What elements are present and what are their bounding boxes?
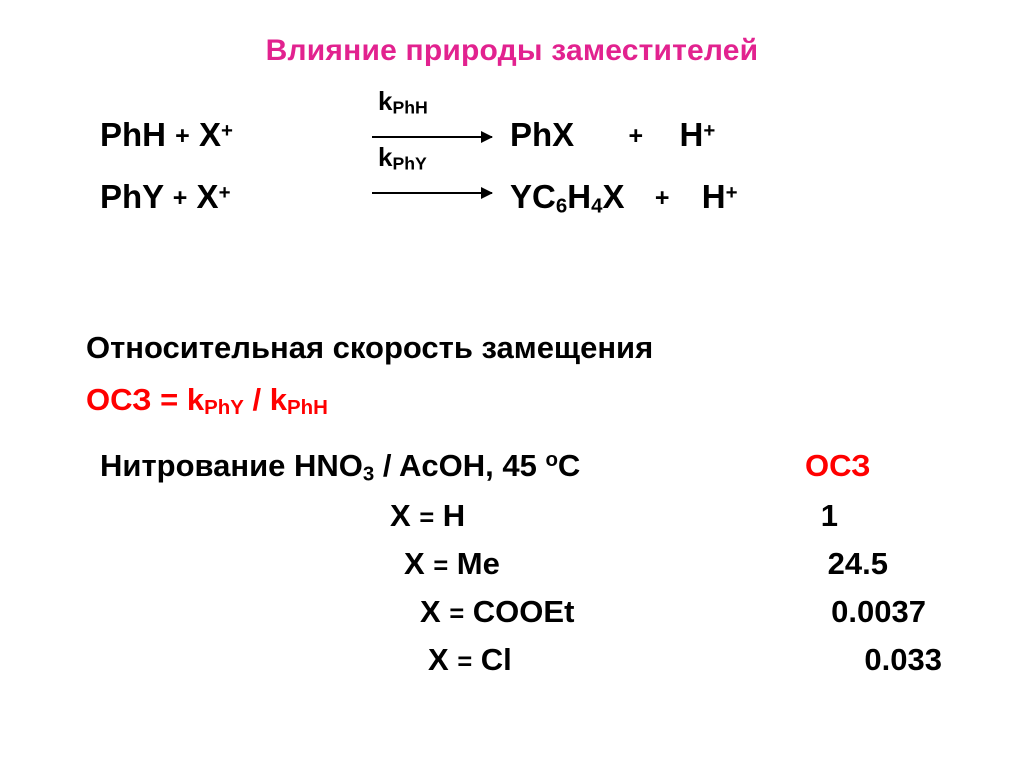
- osz-formula-numerator-sub: PhY: [204, 396, 244, 420]
- substituent-equals: =: [419, 504, 435, 532]
- equation-row-2: [100, 142, 950, 226]
- substituent-symbol: X: [404, 546, 425, 581]
- equation-2-left-side: [100, 178, 231, 216]
- equation-1-product: PhX: [510, 116, 575, 153]
- table-row: [380, 498, 960, 546]
- substituent-symbol: X: [420, 594, 441, 629]
- equation-2-byproduct-charge: +: [725, 180, 738, 204]
- table-row-value: 0.0037: [831, 594, 926, 629]
- table-row: [380, 642, 960, 690]
- nitration-degree: o: [545, 448, 558, 471]
- equation-2-plus-left: +: [172, 184, 188, 212]
- nitration-text-before: Нитрование HNO: [100, 448, 363, 484]
- equation-1-plus-right: +: [628, 122, 644, 150]
- equation-1-plus-left: +: [175, 122, 190, 150]
- osz-data-table: [380, 498, 960, 690]
- rate-constant-kphy-sub: PhY: [392, 153, 427, 174]
- osz-formula-equals: =: [160, 382, 179, 417]
- osz-formula-denominator-sub: PhH: [287, 396, 328, 420]
- table-row-substituent: [428, 642, 512, 678]
- osz-formula-divider: /: [252, 382, 262, 417]
- osz-formula-denominator: k: [269, 382, 287, 417]
- equation-1-reagent: X: [198, 116, 221, 153]
- table-row-substituent: [390, 498, 465, 534]
- substituent-equals: =: [449, 600, 465, 628]
- table-row: [380, 594, 960, 642]
- osz-formula-label: ОСЗ: [86, 382, 152, 417]
- osz-formula: [86, 382, 328, 420]
- equation-2-byproduct: H: [701, 178, 726, 215]
- equation-2-right-side: [510, 178, 738, 219]
- substituent-symbol: X: [428, 642, 449, 677]
- table-row-substituent: [420, 594, 574, 630]
- nitration-subscript: 3: [362, 462, 375, 486]
- nitration-text-after: / AcOH, 45: [374, 448, 546, 484]
- equation-1-byproduct: H: [679, 116, 704, 153]
- equation-1-left-side: [100, 116, 233, 154]
- substituent-equals: =: [433, 552, 449, 580]
- table-row-value: 24.5: [827, 546, 888, 581]
- substituent-symbol: X: [390, 498, 411, 533]
- rate-constant-kphy-symbol: k: [378, 142, 393, 172]
- rate-constant-kphy: [378, 142, 427, 175]
- table-row-substituent: [404, 546, 500, 582]
- reaction-arrow-1: [372, 136, 492, 138]
- table-row-value: 0.033: [864, 642, 942, 677]
- substituent-group: Me: [456, 546, 500, 581]
- substituent-group: H: [442, 498, 466, 533]
- nitration-unit: C: [557, 448, 581, 484]
- nitration-conditions: [100, 448, 580, 486]
- rate-constant-kphh: [378, 86, 428, 119]
- equation-2-substrate: PhY: [100, 178, 164, 215]
- page-title: Влияние природы заместителей: [265, 34, 759, 67]
- osz-formula-numerator: k: [186, 382, 205, 417]
- substituent-group: COOEt: [472, 594, 575, 629]
- table-row: [380, 546, 960, 594]
- osz-column-header: ОСЗ: [805, 448, 871, 483]
- relative-rate-heading: Относительная скорость замещения: [86, 330, 654, 365]
- equation-row-1: [100, 86, 950, 164]
- equation-1-byproduct-charge: +: [703, 118, 716, 142]
- rate-constant-kphh-symbol: k: [378, 86, 393, 116]
- rate-constant-kphh-sub: PhH: [392, 97, 428, 118]
- substituent-equals: =: [457, 648, 473, 676]
- equation-1-substrate: PhH: [100, 116, 166, 153]
- reaction-equations: [100, 86, 950, 226]
- reaction-arrow-2: [372, 192, 492, 194]
- table-row-value: 1: [820, 498, 838, 533]
- equation-2-reagent-charge: +: [218, 180, 231, 204]
- equation-2-plus-right: +: [654, 184, 670, 212]
- equation-1-right-side: [510, 116, 715, 154]
- substituent-group: Cl: [480, 642, 512, 677]
- equation-2-product: $YC_6H_4X$: [510, 178, 625, 218]
- equation-2-reagent: X: [196, 178, 219, 215]
- equation-1-reagent-charge: +: [220, 118, 233, 142]
